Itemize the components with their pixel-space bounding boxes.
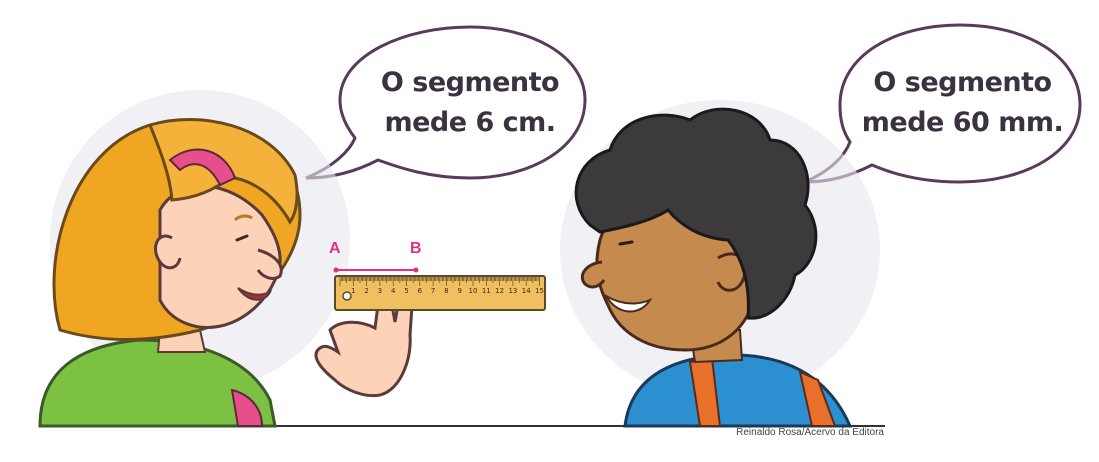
ruler-mark-label: 6 bbox=[417, 287, 423, 295]
ruler-mark-label: 5 bbox=[404, 287, 409, 295]
right-speech-text bbox=[860, 63, 1065, 143]
boy bbox=[560, 100, 880, 426]
ruler-mark-label: 9 bbox=[457, 287, 462, 295]
ruler-labels bbox=[351, 287, 544, 295]
ruler-mark-label: 11 bbox=[481, 287, 491, 295]
ruler-mark-label: 7 bbox=[430, 287, 436, 295]
image-credit: Reinaldo Rosa/Acervo da Editora bbox=[736, 427, 884, 438]
ruler-mark-label: 14 bbox=[521, 287, 531, 295]
ruler-mark-label: 1 bbox=[351, 287, 356, 295]
ruler-mark-label: 3 bbox=[377, 287, 383, 295]
ruler-mark-label: 10 bbox=[468, 287, 478, 295]
left-speech-line2: mede 6 cm. bbox=[384, 107, 556, 138]
ruler-mark-label: 12 bbox=[495, 287, 505, 295]
ruler-mark-label: 2 bbox=[364, 287, 369, 295]
ruler-mark-label: 8 bbox=[444, 287, 449, 295]
left-speech-line1: O segmento bbox=[380, 67, 560, 98]
ruler-mark-label: 4 bbox=[390, 287, 396, 295]
right-speech-line2: mede 60 mm. bbox=[861, 107, 1064, 138]
ruler-mark-label: 13 bbox=[508, 287, 518, 295]
ruler-mark-label: 15 bbox=[535, 287, 544, 295]
left-speech-text bbox=[370, 63, 570, 143]
point-a-label: A bbox=[329, 240, 341, 257]
point-b-label: B bbox=[410, 240, 422, 257]
right-speech-line1: O segmento bbox=[873, 67, 1052, 98]
